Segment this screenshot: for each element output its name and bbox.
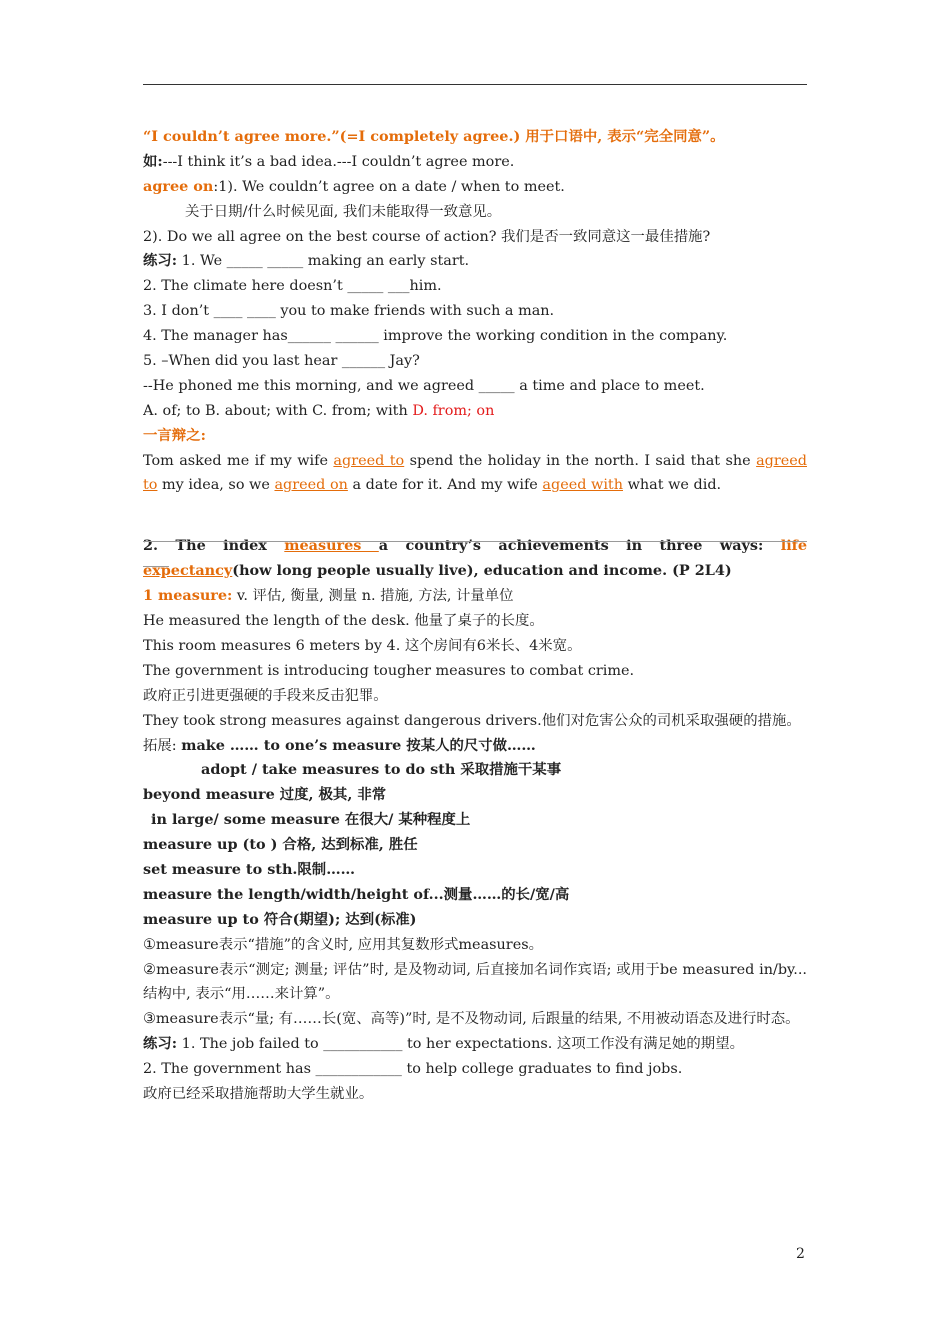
practice2-q2: 2. The government has ____________ to help college graduates to find jobs. (143, 1061, 683, 1078)
agree-on-translation: 关于日期/什么时候见面, 我们未能取得一致意见。 (185, 203, 502, 220)
extension-label: 拓展: (143, 737, 177, 754)
agree-on-label: agree on (143, 177, 214, 195)
practice2-q1 (143, 1032, 807, 1057)
extension-5: measure up (to ) 合格, 达到标准, 胜任 (143, 836, 418, 854)
measure-example-3-translation: 政府正引进更强硬的手段来反击犯罪。 (143, 687, 388, 704)
practice-q4: 4. The manager has______ ______ improve the working condition in the company. (143, 328, 728, 345)
extension-2: adopt / take measures to do sth 采取措施干某事 (201, 761, 562, 779)
practice-q5: 5. –When did you last hear ______ Jay? (143, 353, 420, 370)
heading-text: 2. The index (143, 537, 285, 555)
example-text: ---I think it’s a bad idea.---I couldn’t agree more. (162, 153, 515, 170)
extension-6: set measure to sth.限制…… (143, 861, 355, 879)
measure-label: 1 measure: (143, 587, 233, 605)
section1-heading: “I couldn’t agree more.”(=I completely agree.) 用于口语中, 表示“完全同意”。 (143, 128, 725, 145)
heading-text: (how long people usually live), education and income. (P 2L4) (232, 562, 732, 580)
note-1: ①measure表示“措施”的含义时, 应用其复数形式measures。 (143, 936, 543, 953)
practice2-q1-text: 1. The job failed to ___________ to her expectations. 这项工作没有满足她的期望。 (181, 1036, 744, 1053)
extension-1 (143, 734, 807, 759)
phrase-agreed-to-2: agreed to (143, 452, 807, 494)
section-gap (143, 498, 807, 534)
page-number: 2 (796, 1246, 805, 1262)
word-life: life (780, 537, 807, 555)
heading-text: a country’s achievements in three ways: (378, 537, 781, 555)
extension-8: measure up to 符合(期望); 达到(标准) (143, 910, 417, 928)
practice-q3: 3. I don’t ____ ____ you to make friends with such a man. (143, 303, 555, 320)
header-rule (143, 84, 807, 85)
extension-7: measure the length/width/height of...测量……的长/宽/高 (143, 885, 570, 903)
extension-3: beyond measure 过度, 极其, 非常 (143, 786, 387, 804)
summary-text: a date for it. And my wife (347, 477, 543, 494)
agree-on-text: :1). We couldn’t agree on a date / when to meet. (213, 178, 565, 195)
practice2-label: 练习: (143, 1035, 178, 1053)
summary-text: Tom asked me if my wife (143, 452, 334, 469)
measure-definition (143, 584, 807, 609)
example-label: 如: (143, 152, 163, 170)
summary-text: spend the holiday in the north. I said that she (404, 452, 757, 469)
phrase-agreed-on: agreed on (274, 477, 348, 494)
agree-on-line (143, 175, 807, 200)
phrase-agreed-to-1: agreed to (333, 452, 405, 469)
measure-example-2: This room measures 6 meters by 4. 这个房间有6米长、4米宽。 (143, 637, 582, 654)
divider-line (143, 541, 807, 542)
options-line (143, 399, 807, 424)
note-3: ③measure表示“量; 有……长(宽、高等)”时, 是不及物动词, 后跟量的结果, 不用被动语态及进行时态。 (143, 1011, 800, 1028)
summary-label: 一言辩之: (143, 426, 206, 444)
practice-label: 练习: (143, 252, 178, 270)
practice-q2: 2. The climate here doesn’t _____ ___him. (143, 278, 442, 295)
summary-text: what we did. (623, 477, 722, 494)
note-2: ②measure表示“测定; 测量; 评估”时, 是及物动词, 后直接加名词作宾语; 或用于be measured in/by...结构中, 表示“用……来计算”。 (143, 961, 807, 1003)
word-measures: measures (284, 537, 379, 555)
phrase-ageed-with: ageed with (542, 477, 623, 494)
options-text: A. of; to B. about; with C. from; with (143, 402, 408, 419)
q1-text: 1. We _____ _____ making an early start. (181, 253, 470, 270)
measure-meanings: v. 评估, 衡量, 测量 n. 措施, 方法, 计量单位 (232, 588, 514, 605)
answer-text: D. from; on (412, 402, 495, 419)
document-body (143, 125, 807, 1107)
measure-example-4: They took strong measures against dangerous drivers.他们对危害公众的司机采取强硬的措施。 (143, 712, 801, 729)
practice2-q2-translation: 政府已经采取措施帮助大学生就业。 (143, 1086, 374, 1103)
measure-example-1: He measured the length of the desk. 他量了桌子的长度。 (143, 613, 544, 630)
extension-4: in large/ some measure 在很大/ 某种程度上 (151, 811, 471, 829)
word-expectancy: expectancy (143, 562, 233, 580)
example-line (143, 150, 807, 175)
summary-text: my idea, so we (157, 477, 275, 494)
extension-text: make …… to one’s measure 按某人的尺寸做…… (181, 736, 536, 754)
summary-paragraph (143, 449, 807, 499)
agree-on-item2: 2). Do we all agree on the best course of action? 我们是否一致同意这一最佳措施? (143, 228, 711, 245)
divider-line-tail (143, 566, 169, 567)
measure-example-3: The government is introducing tougher measures to combat crime. (143, 662, 635, 679)
practice-q1 (143, 249, 807, 274)
practice-q5-reply: --He phoned me this morning, and we agreed _____ a time and place to meet. (143, 377, 705, 394)
